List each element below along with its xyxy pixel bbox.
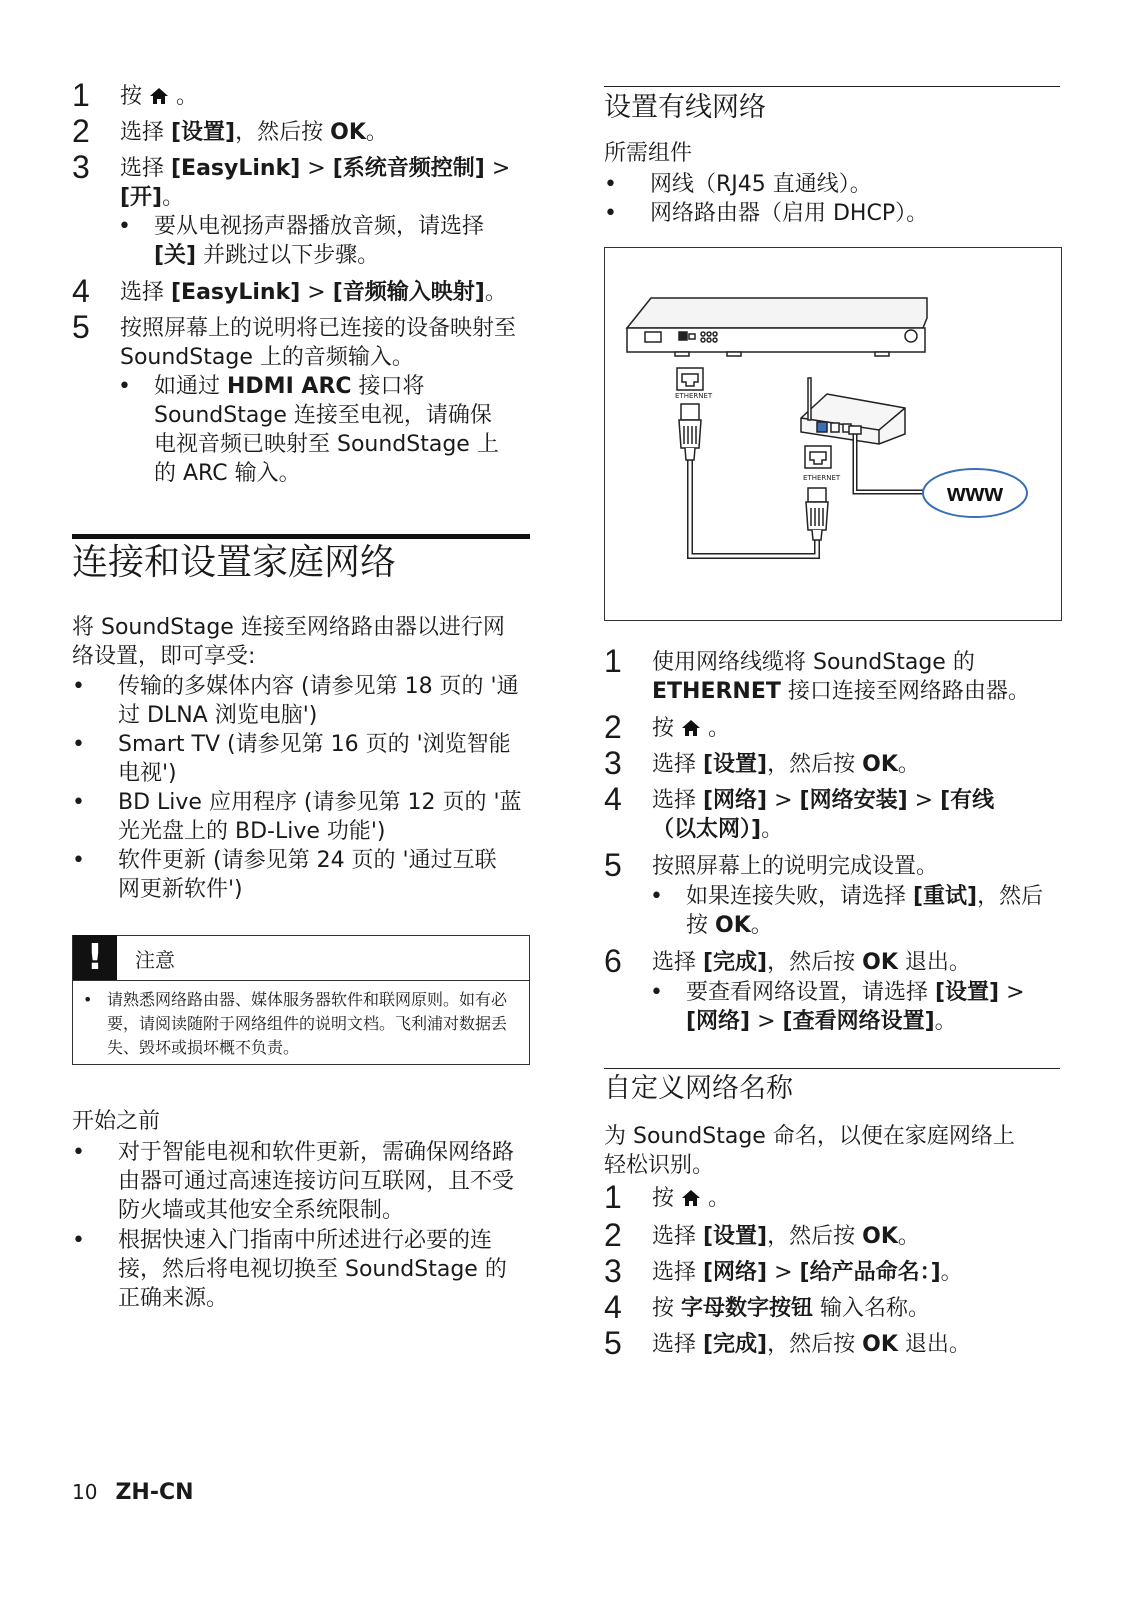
home-icon bbox=[149, 87, 169, 105]
port-label: ETHERNET bbox=[803, 474, 841, 482]
step-number: 4 bbox=[72, 273, 90, 309]
step-6 bbox=[604, 943, 1060, 979]
section-divider bbox=[604, 1068, 1060, 1069]
port-label: ETHERNET bbox=[675, 392, 713, 400]
step-number: 3 bbox=[604, 745, 622, 781]
step-text: 选择 [EasyLink] > [音频输入映射]。 bbox=[120, 280, 507, 305]
exclamation-icon: ! bbox=[73, 935, 117, 981]
step-text: 按 字母数字按钮 输入名称。 bbox=[652, 1296, 931, 1321]
step-number: 2 bbox=[72, 113, 90, 149]
step-5 bbox=[604, 847, 1060, 883]
step-5 bbox=[72, 309, 522, 372]
soundstage-device bbox=[627, 298, 927, 356]
step-5-bullet: • 如果连接失败，请选择 [重试]，然后按 OK。 bbox=[650, 884, 1044, 938]
wired-network-illustration bbox=[604, 247, 1062, 621]
step-number: 3 bbox=[604, 1253, 622, 1289]
step-number: 5 bbox=[604, 847, 622, 883]
rj45-plug-icon bbox=[679, 404, 701, 460]
step-text: 选择 [设置]，然后按 OK。 bbox=[652, 1224, 920, 1249]
step-number: 1 bbox=[72, 77, 90, 113]
home-icon bbox=[681, 719, 701, 737]
step-text: 选择 [设置]，然后按 OK。 bbox=[652, 752, 920, 777]
step-text: 按 bbox=[120, 84, 149, 109]
list-item: • 网线（RJ45 直通线）。 bbox=[604, 172, 872, 197]
step-text: 按照屏幕上的说明将已连接的设备映射至 SoundStage 上的音频输入。 bbox=[120, 316, 517, 370]
section-divider bbox=[72, 534, 530, 539]
ethernet-cable bbox=[690, 458, 817, 556]
name-section-title: 自定义网络名称 bbox=[604, 1073, 793, 1104]
step-number: 3 bbox=[72, 149, 90, 185]
caution-note bbox=[72, 935, 530, 1065]
step-3-bullet: • 要从电视扬声器播放音频，请选择 [关] 并跳过以下步骤。 bbox=[118, 214, 485, 268]
list-item: • 传输的多媒体内容 (请参见第 18 页的 '通过 DLNA 浏览电脑') bbox=[72, 674, 519, 728]
step-1: 1 按 。 bbox=[72, 77, 198, 113]
list-item: • 网络路由器（启用 DHCP）。 bbox=[604, 201, 929, 226]
home-icon bbox=[681, 1189, 701, 1207]
list-item: • Smart TV (请参见第 16 页的 '浏览智能电视') bbox=[72, 732, 511, 786]
step-2: 2 按 。 bbox=[604, 709, 730, 745]
step-number: 6 bbox=[604, 943, 622, 979]
step-2 bbox=[72, 113, 530, 149]
list-item: • 根据快速入门指南中所述进行必要的连接，然后将电视切换至 SoundStage 的正确来源。 bbox=[72, 1228, 507, 1311]
step-text: 选择 [设置]，然后按 OK。 bbox=[120, 120, 388, 145]
language-code: ZH-CN bbox=[115, 1480, 194, 1505]
step-text: 选择 [完成]，然后按 OK 退出。 bbox=[652, 1332, 971, 1357]
wired-section-title: 设置有线网络 bbox=[604, 92, 766, 123]
note-body: • 请熟悉网络路由器、媒体服务器软件和联网原则。如有必要，请阅读随附于网络组件的说明文档。飞利浦对数据丢失、毁坏或损坏概不负责。 bbox=[83, 990, 508, 1057]
step-text: 选择 [网络] > [网络安装] > [有线（以太网）]。 bbox=[652, 788, 995, 842]
step-text: 选择 [EasyLink] > [系统音频控制] > [开]。 bbox=[120, 156, 511, 210]
name-intro: 为 SoundStage 命名，以便在家庭网络上轻松识别。 bbox=[604, 1124, 1015, 1178]
list-item: • 对于智能电视和软件更新，需确保网络路由器可通过高速连接访问互联网，且不受防火墙或其他安全系统限制。 bbox=[72, 1140, 515, 1223]
ethernet-port-icon bbox=[677, 368, 703, 390]
step-number: 4 bbox=[604, 1289, 622, 1325]
step-3 bbox=[72, 149, 522, 212]
before-title: 开始之前 bbox=[72, 1109, 161, 1134]
step-number: 2 bbox=[604, 709, 622, 745]
step-text: 使用网络线缆将 SoundStage 的 ETHERNET 接口连接至网络路由器。 bbox=[652, 650, 1030, 704]
network-diagram bbox=[605, 248, 1061, 620]
step-4 bbox=[604, 1289, 1060, 1325]
step-4 bbox=[604, 781, 1014, 844]
page-number: 10 bbox=[72, 1480, 98, 1504]
list-item: • 软件更新 (请参见第 24 页的 '通过互联网更新软件') bbox=[72, 848, 497, 902]
step-2 bbox=[604, 1217, 1060, 1253]
step-number: 2 bbox=[604, 1217, 622, 1253]
step-3 bbox=[604, 1253, 1060, 1289]
note-title: 注意 bbox=[135, 948, 175, 972]
step-text: 选择 [网络] > [给产品命名：]。 bbox=[652, 1260, 963, 1285]
page-footer bbox=[72, 1480, 194, 1505]
step-number: 1 bbox=[604, 1179, 622, 1215]
step-text: 按照屏幕上的说明完成设置。 bbox=[652, 854, 939, 879]
step-number: 4 bbox=[604, 781, 622, 817]
step-1: 1 按 。 bbox=[604, 1179, 730, 1215]
step-5 bbox=[604, 1325, 1060, 1361]
intro-paragraph: 将 SoundStage 连接至网络路由器以进行网络设置，即可享受: bbox=[72, 615, 505, 669]
step-4 bbox=[72, 273, 530, 309]
step-number: 5 bbox=[72, 309, 90, 345]
components-title: 所需组件 bbox=[604, 141, 693, 166]
ethernet-port-icon bbox=[805, 446, 831, 468]
rj45-plug-icon bbox=[806, 488, 828, 540]
step-1 bbox=[604, 643, 1060, 706]
step-number: 1 bbox=[604, 643, 622, 679]
step-5-bullet: • 如通过 HDMI ARC 接口将 SoundStage 连接至电视，请确保电视音频已映射至 SoundStage 上的 ARC 输入。 bbox=[118, 374, 499, 486]
list-item: • BD Live 应用程序 (请参见第 12 页的 '蓝光光盘上的 BD-Live 功能') bbox=[72, 790, 522, 844]
section-title: 连接和设置家庭网络 bbox=[72, 542, 397, 583]
step-3 bbox=[604, 745, 1060, 781]
step-6-bullet: • 要查看网络设置，请选择 [设置] > [网络] > [查看网络设置]。 bbox=[650, 980, 1025, 1034]
step-text: 选择 [完成]，然后按 OK 退出。 bbox=[652, 950, 971, 975]
section-divider bbox=[604, 86, 1060, 87]
www-label: www bbox=[946, 480, 1004, 507]
step-number: 5 bbox=[604, 1325, 622, 1361]
